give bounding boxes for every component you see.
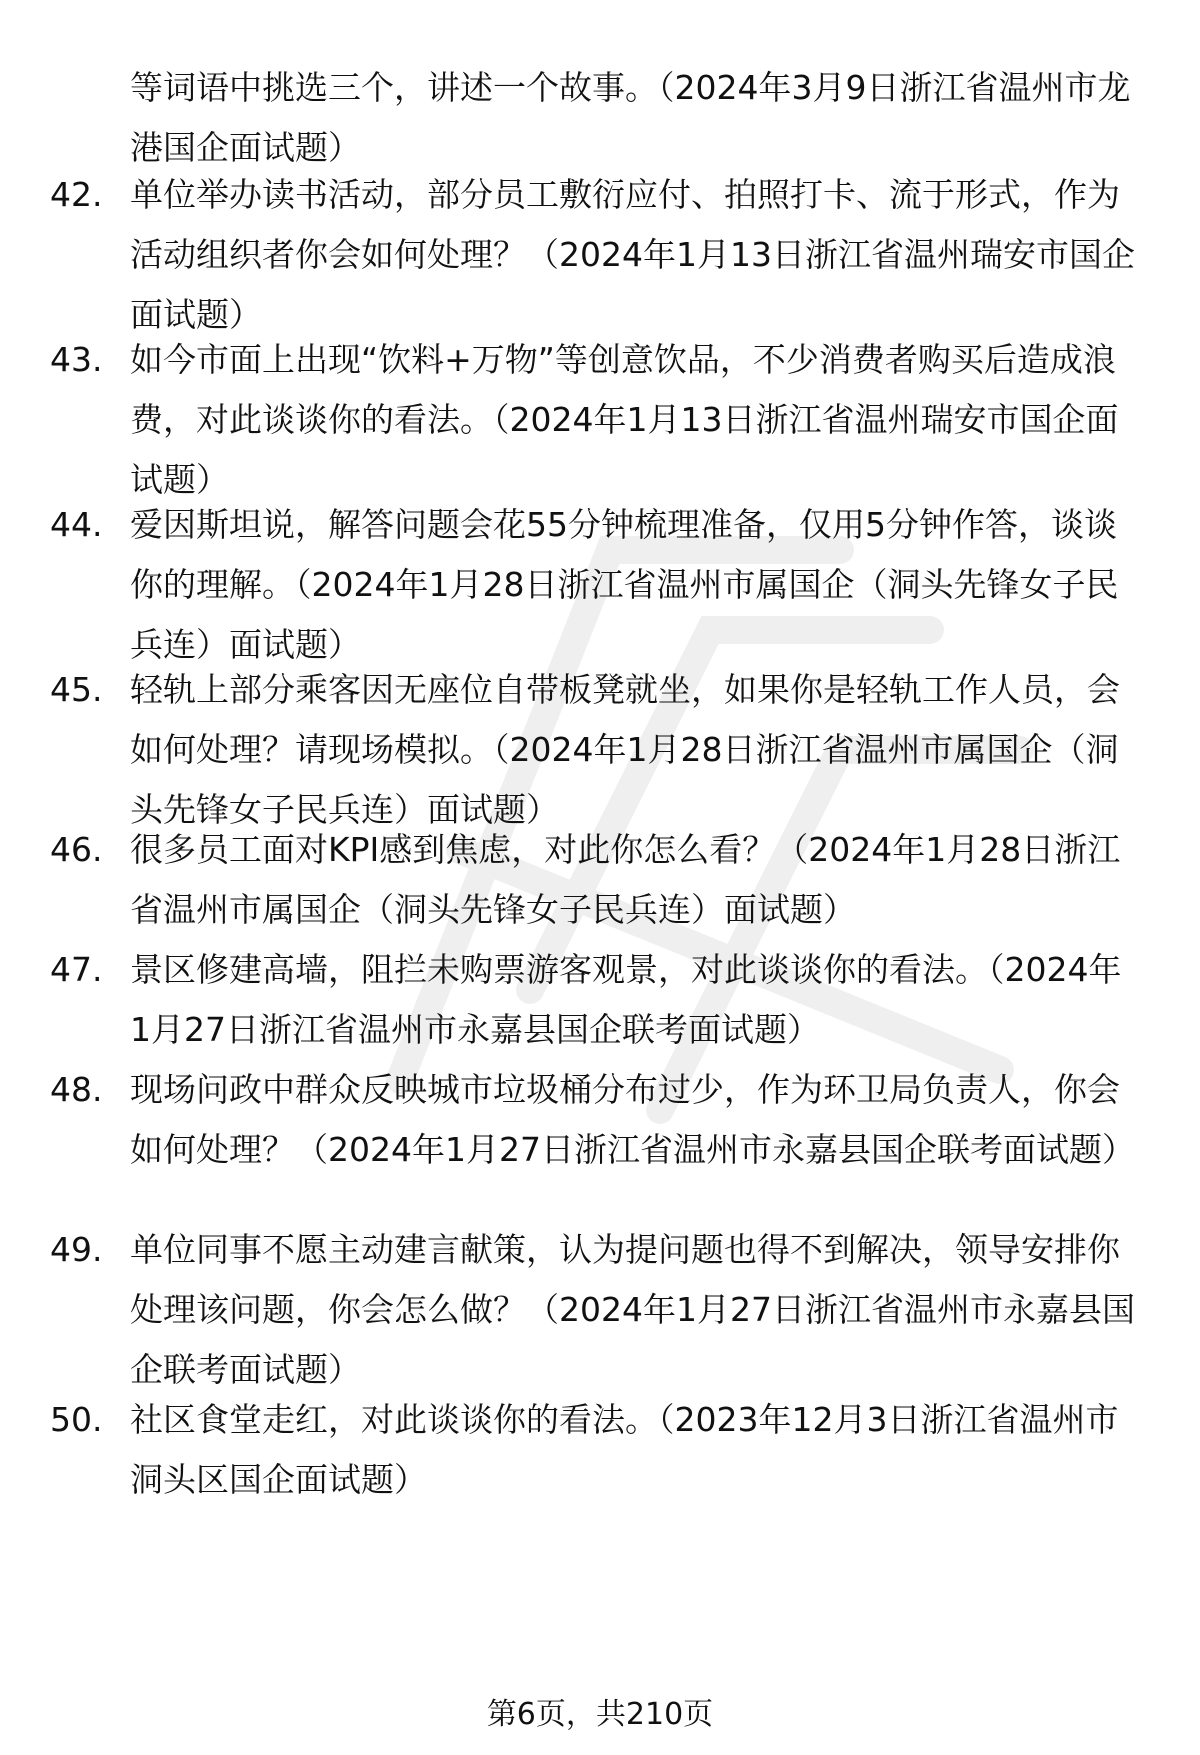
question-item [50, 660, 1140, 840]
question-number: 45. [50, 670, 103, 709]
question-item [50, 1390, 1140, 1510]
question-item [50, 940, 1140, 1060]
question-item [50, 165, 1140, 345]
question-number: 43. [50, 340, 103, 379]
question-item [50, 820, 1140, 940]
question-text: 很多员工面对KPI感到焦虑，对此你怎么看？（2024年1月28日浙江省温州市属国企（洞头先锋女子民兵连）面试题） [130, 830, 1121, 929]
question-number: 49. [50, 1230, 103, 1269]
question-number: 44. [50, 505, 103, 544]
question-item [50, 330, 1140, 510]
question-text: 社区食堂走红，对此谈谈你的看法。（2023年12月3日浙江省温州市洞头区国企面试题） [130, 1400, 1119, 1499]
question-text: 现场问政中群众反映城市垃圾桶分布过少，作为环卫局负责人，你会如何处理？（2024年1月27日浙江省温州市永嘉县国企联考面试题） [130, 1070, 1135, 1169]
question-text: 爱因斯坦说，解答问题会花55分钟梳理准备，仅用5分钟作答，谈谈你的理解。（2024年1月28日浙江省温州市属国企（洞头先锋女子民兵连）面试题） [130, 505, 1119, 664]
question-text: 如今市面上出现“饮料+万物”等创意饮品，不少消费者购买后造成浪费，对此谈谈你的看法。（2024年1月13日浙江省温州瑞安市国企面试题） [130, 340, 1119, 499]
question-text: 景区修建高墙，阻拦未购票游客观景，对此谈谈你的看法。（2024年1月27日浙江省温州市永嘉县国企联考面试题） [130, 950, 1122, 1049]
question-number: 42. [50, 175, 103, 214]
question-item [50, 495, 1140, 675]
question-text: 轻轨上部分乘客因无座位自带板凳就坐，如果你是轻轨工作人员，会如何处理？请现场模拟。（2024年1月28日浙江省温州市属国企（洞头先锋女子民兵连）面试题） [130, 670, 1120, 829]
question-item [50, 1220, 1140, 1400]
page-footer: 第6页，共210页 [486, 1697, 714, 1732]
question-number: 47. [50, 950, 103, 989]
question-text: 单位同事不愿主动建言献策，认为提问题也得不到解决，领导安排你处理该问题，你会怎么做？（2024年1月27日浙江省温州市永嘉县国企联考面试题） [130, 1230, 1135, 1389]
question-text: 单位举办读书活动，部分员工敷衍应付、拍照打卡、流于形式，作为活动组织者你会如何处理？（2024年1月13日浙江省温州瑞安市国企面试题） [130, 175, 1135, 334]
question-number: 50. [50, 1400, 103, 1439]
previous-question-continuation: 等词语中挑选三个，讲述一个故事。（2024年3月9日浙江省温州市龙港国企面试题） [130, 68, 1131, 167]
question-number: 46. [50, 830, 103, 869]
question-number: 48. [50, 1070, 103, 1109]
question-item [50, 1060, 1140, 1180]
